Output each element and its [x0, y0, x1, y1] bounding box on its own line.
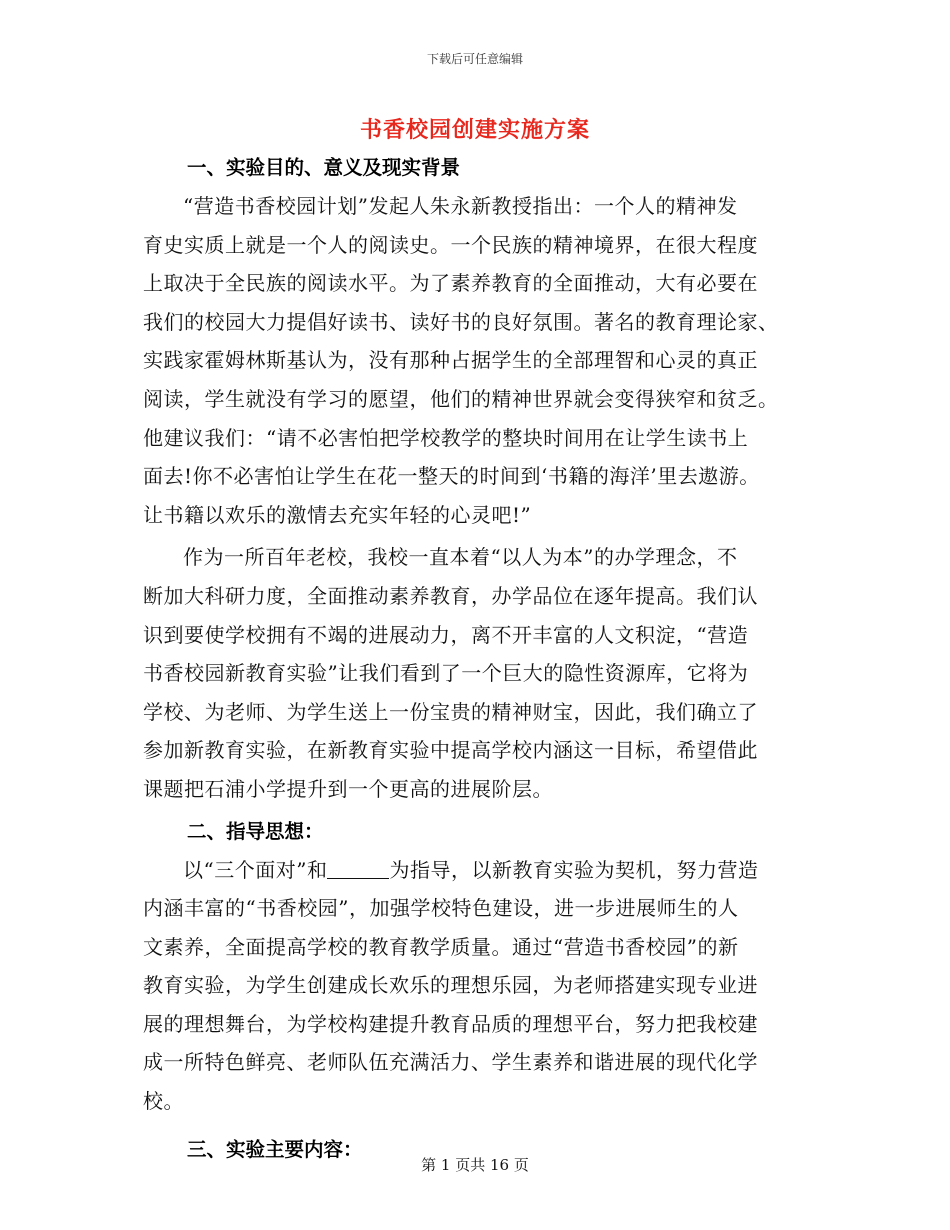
paragraph-3: [143, 851, 803, 1121]
paragraph-line: [143, 851, 803, 890]
document-body: [143, 149, 803, 1169]
paragraph-line: 教育实验，为学生创建成长欢乐的理想乐园，为老师搭建实现专业进: [143, 973, 758, 998]
paragraph-line: 上取决于全民族的阅读水平。为了素养教育的全面推动，大有必要在: [143, 271, 758, 296]
paragraph-line: 展的理想舞台，为学校构建提升教育品质的理想平台，努力把我校建: [143, 1011, 758, 1036]
paragraph-line: 育史实质上就是一个人的阅读史。一个民族的精神境界，在很大程度: [143, 232, 758, 257]
text-fragment: 为指导，以新教育实验为契机，努力营造: [389, 857, 759, 882]
paragraph-line: 学校、为老师、为学生送上一份宝贵的精神财宝，因此，我们确立了: [143, 699, 758, 724]
paragraph-1: [143, 187, 803, 534]
paragraph-line: 文素养，全面提高学校的教育教学质量。通过“营造书香校园”的新: [143, 934, 739, 959]
download-note: 下载后可任意编辑: [426, 52, 523, 66]
paragraph-line: 书香校园新教育实验”让我们看到了一个巨大的隐性资源库，它将为: [143, 661, 749, 686]
section-heading-1: 一、实验目的、意义及现实背景: [187, 156, 461, 179]
page-number: 第 1 页共 16 页: [421, 1156, 529, 1174]
paragraph-line: 阅读，学生就没有学习的愿望，他们的精神世界就会变得狭窄和贫乏。: [143, 386, 779, 411]
document-title: 书香校园创建实施方案: [359, 117, 590, 143]
section-heading-2: 二、指导思想：: [187, 819, 324, 843]
paragraph-line: 实践家霍姆林斯基认为，没有那种占据学生的全部理智和心灵的真正: [143, 348, 758, 373]
paragraph-line: 内涵丰富的“书香校园”，加强学校特色建设，进一步进展师生的人: [143, 896, 739, 921]
paragraph-line: 校。: [143, 1089, 184, 1114]
paragraph-line: 断加大科研力度，全面推动素养教育，办学品位在逐年提高。我们认: [143, 583, 758, 608]
paragraph-line: 作为一所百年老校，我校一直本着“以人为本”的办学理念，不: [183, 545, 738, 570]
paragraph-line: 参加新教育实验，在新教育实验中提高学校内涵这一目标，希望借此: [143, 738, 758, 763]
paragraph-line: 成一所特色鲜亮、老师队伍充满活力、学生素养和谐进展的现代化学: [143, 1050, 758, 1075]
paragraph-line: 识到要使学校拥有不竭的进展动力，离不开丰富的人文积淀，“营造: [143, 622, 749, 647]
paragraph-2: [143, 538, 803, 808]
text-fragment: 以“三个面对”和: [183, 857, 328, 882]
fill-in-blank: [327, 858, 389, 879]
paragraph-line: 让书籍以欢乐的激情去充实年轻的心灵吧!”: [143, 502, 532, 527]
paragraph-line: 课题把石浦小学提升到一个更高的进展阶层。: [143, 776, 553, 801]
paragraph-line: “营造书香校园计划”发起人朱永新教授指出：一个人的精神发: [183, 194, 738, 218]
paragraph-line: 我们的校园大力提倡好读书、读好书的良好氛围。著名的教育理论家、: [143, 309, 779, 334]
paragraph-line: 他建议我们：“请不必害怕把学校教学的整块时间用在让学生读书上: [143, 425, 749, 450]
paragraph-line: 面去!你不必害怕让学生在花一整天的时间到‘书籍的海洋’里去遨游。: [143, 464, 760, 489]
section-heading-3: 三、实验主要内容：: [187, 1137, 363, 1161]
